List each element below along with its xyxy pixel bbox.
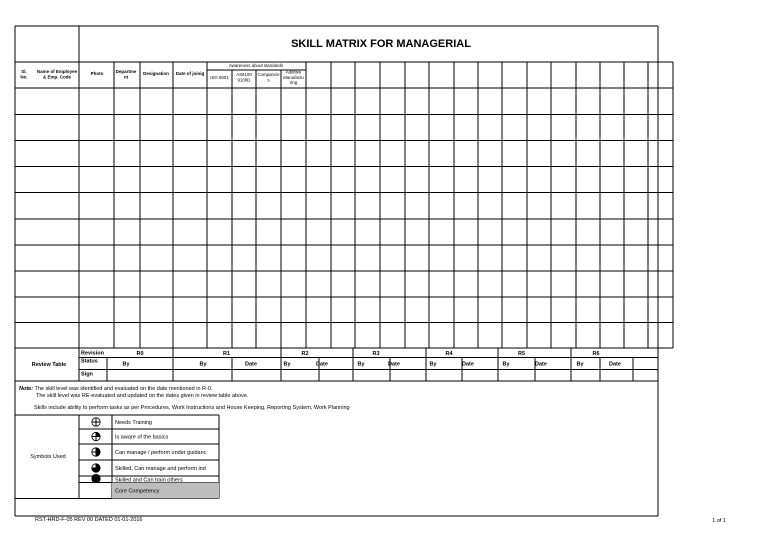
r6-by-label: By	[576, 361, 584, 368]
awareness-header-3	[257, 72, 280, 82]
header-employee-name: Name of Employee & Emp. Code	[36, 69, 78, 80]
column-headers	[20, 63, 304, 85]
r3-by-label: By	[357, 361, 365, 368]
awareness-header-4	[283, 69, 304, 85]
r1-date-label: Date	[245, 361, 257, 368]
symbols-used-label: Symbols Used	[30, 454, 66, 460]
symbols-legend	[30, 418, 219, 499]
review-table	[32, 351, 621, 378]
r2-date-label: Date	[316, 361, 328, 368]
r6-date-label: Date	[609, 361, 621, 368]
header-designation: Designation	[143, 71, 169, 76]
symbol-description-3: Can manage / perform under guidanc	[115, 450, 207, 456]
awareness-header-line: Compancie	[257, 72, 280, 78]
awareness-standard-headers	[210, 69, 304, 85]
symbol-description-2: Is aware of the basics	[115, 434, 169, 441]
review-table-label: Review Table	[31, 362, 67, 368]
awareness-header-line: ISO 9001	[210, 75, 229, 80]
sign-label: Sign	[81, 371, 93, 378]
revision-r4: R4	[445, 351, 453, 357]
form-grid	[15, 26, 673, 516]
symbol-description-1: Needs Training	[115, 420, 152, 426]
notes	[19, 386, 350, 411]
revision-r0: R0	[136, 351, 144, 357]
awareness-header-line: AS9100	[236, 72, 252, 78]
revision-r5: R5	[517, 351, 526, 357]
awareness-header-line: 9100D	[237, 77, 251, 83]
r4-date-label: Date	[462, 361, 474, 368]
awareness-header-line: s	[267, 77, 270, 83]
awareness-header-1	[210, 75, 229, 80]
r4-by-label: By	[429, 361, 437, 368]
symbol-description-5: Skilled and Can train others	[115, 477, 183, 484]
r5-date-label: Date	[535, 361, 547, 368]
awareness-header-2	[236, 72, 252, 82]
symbol-description-6: Core Competency	[115, 488, 160, 495]
form-title: SKILL MATRIX FOR MANAGERIAL	[291, 38, 471, 50]
r2-by-label: By	[283, 361, 291, 368]
revision-labels	[122, 351, 620, 368]
note-line-3: Skills include ability to perform tasks as per Procedures, Work Instructions and House Keeping, Reporting System, Work Planning	[34, 405, 350, 411]
header-photo: Photo	[90, 71, 104, 76]
revision-r2: R2	[301, 351, 309, 357]
revision-r3: R3	[372, 351, 380, 357]
r0-by-label: By	[122, 361, 130, 368]
r1-by-label: By	[199, 361, 207, 368]
awareness-header-line: ring	[289, 80, 298, 86]
awareness-header-line: Manufactu	[283, 74, 304, 80]
full-circle-icon	[92, 474, 100, 482]
header-sl-no: Sl. No.	[20, 69, 28, 80]
empty-circle-icon	[92, 418, 100, 426]
note-line-2: The skill level was RE-evaluated and updated on the dates given in review table above.	[36, 393, 249, 399]
awareness-header-line: Additive	[285, 69, 302, 75]
quarter-circle-icon	[92, 432, 100, 440]
header-awareness-group: Awareness about standards	[228, 63, 284, 68]
revision-r6: R6	[592, 351, 600, 357]
half-circle-icon	[92, 448, 100, 456]
header-date-of-joining: Date of joinig	[175, 71, 205, 76]
r5-by-label: By	[502, 361, 510, 368]
document-code: RST-HRD-F-05 REV 00 DATED 01-01-2016	[35, 517, 143, 523]
page-number: 1 of 1	[712, 518, 726, 524]
revision-status-label: Revision Status	[81, 350, 104, 365]
r3-date-label: Date	[388, 361, 400, 368]
header-department: Departme nt	[115, 69, 137, 80]
revision-r1: R1	[222, 351, 231, 357]
three-quarter-circle-icon	[92, 464, 100, 472]
symbol-description-4: Skilled, Can manage and perform ind	[115, 466, 206, 472]
note-line-1: Note: The skill level was identified and evaluated on the date mentioned in R-0.	[19, 386, 213, 392]
